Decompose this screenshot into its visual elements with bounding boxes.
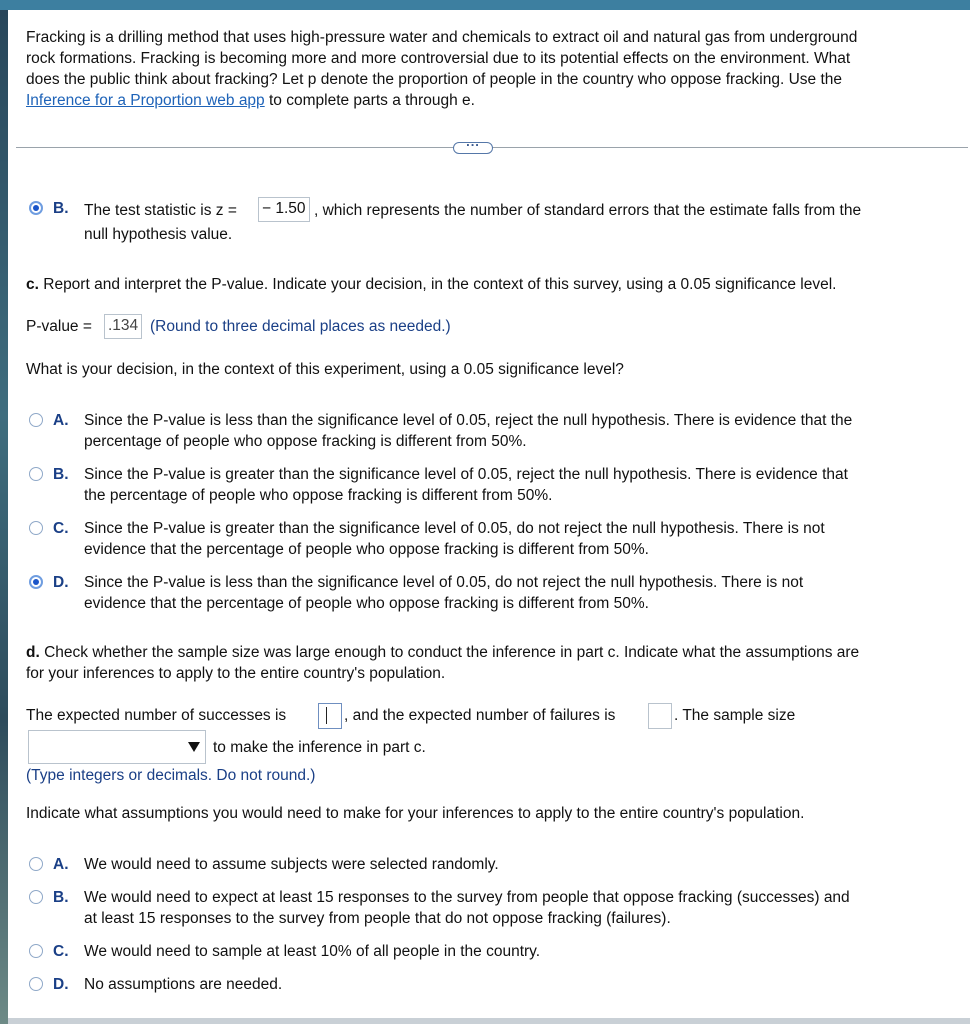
part-d-prompt-line-1 — [26, 642, 859, 663]
window-bottom-edge — [8, 1018, 970, 1024]
window-top-edge — [0, 0, 970, 10]
decision-option-c-line-1[interactable]: Since the P-value is greater than the significance level of 0.05, do not reject the null hypothesis. There is not — [84, 520, 825, 537]
web-app-link[interactable]: Inference for a Proportion web app — [26, 92, 265, 109]
assumption-option-a-line-1[interactable]: We would need to assume subjects were selected randomly. — [84, 856, 499, 873]
decision-option-b-letter: B. — [53, 466, 69, 483]
decision-option-d-line-2[interactable]: evidence that the percentage of people who oppose fracking is different from 50%. — [84, 595, 649, 612]
assumption-option-c-radio[interactable] — [29, 944, 43, 958]
dropdown-arrow-icon — [188, 742, 200, 752]
assumptions-question: Indicate what assumptions you would need to make for your inferences to apply to the entire country's population. — [26, 805, 805, 822]
assumption-option-a-letter: A. — [53, 856, 69, 873]
intro-line-4 — [26, 90, 475, 111]
part-c-prompt — [26, 274, 837, 295]
successes-input[interactable] — [318, 703, 342, 729]
decision-option-a-letter: A. — [53, 412, 69, 429]
part-b-radio-selected[interactable] — [29, 201, 43, 215]
decision-option-b-line-2[interactable]: the percentage of people who oppose fracking is different from 50%. — [84, 487, 553, 504]
assumption-option-b-letter: B. — [53, 889, 69, 906]
part-b-text-after: , which represents the number of standard errors that the estimate falls from the — [314, 202, 862, 219]
intro-line-3: does the public think about fracking? Let p denote the proportion of people in the country who oppose fracking. Use the — [26, 71, 843, 88]
part-b-line-2: null hypothesis value. — [84, 226, 233, 243]
decision-option-c-letter: C. — [53, 520, 69, 537]
part-d-prompt-text: Check whether the sample size was large enough to conduct the inference in part c. Indicate what the assumptions are — [44, 644, 860, 661]
decision-option-c-radio[interactable] — [29, 521, 43, 535]
part-c-label: c. — [26, 276, 39, 293]
round-hint: (Round to three decimal places as needed.) — [150, 318, 451, 335]
intro-line-4-rest: to complete parts a through e. — [269, 92, 475, 109]
successes-text: The expected number of successes is — [26, 707, 287, 724]
part-d-label: d. — [26, 644, 40, 661]
decision-option-a-radio[interactable] — [29, 413, 43, 427]
decision-option-a-line-1[interactable]: Since the P-value is less than the significance level of 0.05, reject the null hypothesis. There is evidence that the — [84, 412, 853, 429]
decision-option-d-radio-selected[interactable] — [29, 575, 43, 589]
sample-size-dropdown[interactable] — [28, 730, 206, 764]
assumption-option-b-radio[interactable] — [29, 890, 43, 904]
decision-option-c-line-2[interactable]: evidence that the percentage of people who oppose fracking is different from 50%. — [84, 541, 649, 558]
intro-line-1: Fracking is a drilling method that uses high-pressure water and chemicals to extract oil and natural gas from underground — [26, 29, 858, 46]
show-more-button[interactable] — [453, 134, 493, 154]
assumption-option-d-line-1[interactable]: No assumptions are needed. — [84, 976, 283, 993]
inference-text: to make the inference in part c. — [213, 739, 426, 756]
decision-question: What is your decision, in the context of this experiment, using a 0.05 significance level? — [26, 361, 624, 378]
intro-line-2: rock formations. Fracking is becoming more and more controversial due to its potential effects on the environment. What — [26, 50, 851, 67]
assumption-option-c-letter: C. — [53, 943, 69, 960]
failures-input[interactable] — [648, 703, 672, 729]
more-dots: ... — [466, 134, 480, 149]
text-cursor — [326, 707, 327, 724]
decision-option-b-line-1[interactable]: Since the P-value is greater than the significance level of 0.05, reject the null hypothesis. There is evidence that — [84, 466, 848, 483]
sample-size-text: . The sample size — [674, 707, 796, 724]
decision-option-d-letter: D. — [53, 574, 69, 591]
part-c-prompt-text: Report and interpret the P-value. Indicate your decision, in the context of this survey, using a 0.05 significance level. — [43, 276, 837, 293]
assumption-option-d-letter: D. — [53, 976, 69, 993]
assumption-option-d-radio[interactable] — [29, 977, 43, 991]
p-value-label: P-value = — [26, 318, 92, 335]
decision-option-a-line-2[interactable]: percentage of people who oppose fracking is different from 50%. — [84, 433, 527, 450]
assumption-option-b-line-1[interactable]: We would need to expect at least 15 responses to the survey from people that oppose fracking (successes) and — [84, 889, 850, 906]
question-page — [8, 10, 970, 1018]
part-b-letter: B. — [53, 200, 69, 217]
failures-text: , and the expected number of failures is — [344, 707, 616, 724]
z-value-answer: − 1.50 — [258, 197, 310, 222]
assumption-option-c-line-1[interactable]: We would need to sample at least 10% of all people in the country. — [84, 943, 541, 960]
part-d-prompt-line-2: for your inferences to apply to the entire country's population. — [26, 665, 446, 682]
assumption-option-a-radio[interactable] — [29, 857, 43, 871]
window-left-edge — [0, 10, 8, 1024]
assumption-option-b-line-2[interactable]: at least 15 responses to the survey from people that do not oppose fracking (failures). — [84, 910, 671, 927]
p-value-answer: .134 — [104, 314, 142, 339]
type-hint: (Type integers or decimals. Do not round.) — [26, 767, 316, 784]
decision-option-b-radio[interactable] — [29, 467, 43, 481]
part-b-text-before: The test statistic is z = — [84, 202, 237, 219]
decision-option-d-line-1[interactable]: Since the P-value is less than the significance level of 0.05, do not reject the null hypothesis. There is not — [84, 574, 804, 591]
